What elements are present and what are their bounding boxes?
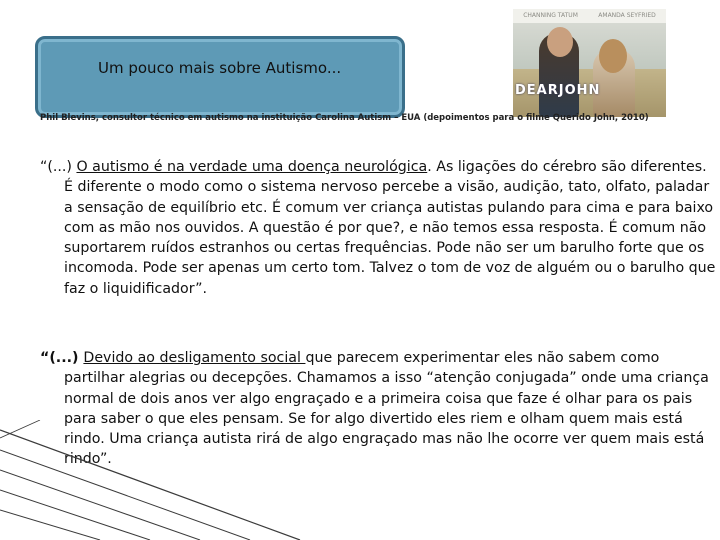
poster-credit-left: CHANNING TATUM	[523, 12, 578, 19]
poster-credits	[513, 9, 666, 23]
quote-1-lead: “(...)	[40, 159, 77, 175]
quote-2-underlined: Devido ao desligamento social	[83, 350, 306, 366]
poster-woman-head	[599, 39, 627, 73]
quote-paragraph-1	[40, 157, 720, 299]
quote-paragraph-2	[40, 348, 720, 470]
title-box	[35, 36, 405, 118]
poster-credit-right: AMANDA SEYFRIED	[598, 12, 656, 19]
poster-logo: DEARJOHN	[515, 83, 601, 98]
source-byline: Phil Blevins, consultor técnico em autismo na instituição Carolina Autism – EUA (depoimentos para o filme Querido John, 2010)	[40, 113, 649, 123]
poster-man-head	[547, 27, 573, 57]
quote-2-text: que parecem experimentar eles não sabem como partilhar alegrias ou decepções. Chamamos a isso “atenção conjugada” onde uma criança normal de dois anos ver algo engraçado e a primeira coisa que faze é olhar para os pais para saber o que eles pensam. Se for algo divertido eles riem e olham quem mais está rindo. Uma criança autista rirá de algo engraçado mas não lhe ocorre ver quem mais está rindo”.	[64, 350, 709, 468]
movie-poster-image	[513, 9, 666, 117]
quote-1-text: . As ligações do cérebro são diferentes. É diferente o modo como o sistema nervoso percebe a visão, audição, tato, olfato, paladar a sensação de equilíbrio etc. É comum ver criança autistas pulando para cima e para baixo com as mão nos ouvidos. A questão é por que?, e não temos essa resposta. É comum não suportarem ruídos estranhos ou certas frequências. Pode não ser um barulho forte que os incomoda. Pode ser apenas um certo tom. Talvez o tom de voz de alguém ou o barulho que faz o liquidificador”.	[64, 159, 716, 297]
poster-sky	[513, 23, 666, 73]
slide-title: Um pouco mais sobre Autismo...	[98, 59, 342, 77]
quote-2-lead: “(...)	[40, 350, 84, 366]
quote-1-underlined: O autismo é na verdade uma doença neurológica	[76, 159, 428, 175]
